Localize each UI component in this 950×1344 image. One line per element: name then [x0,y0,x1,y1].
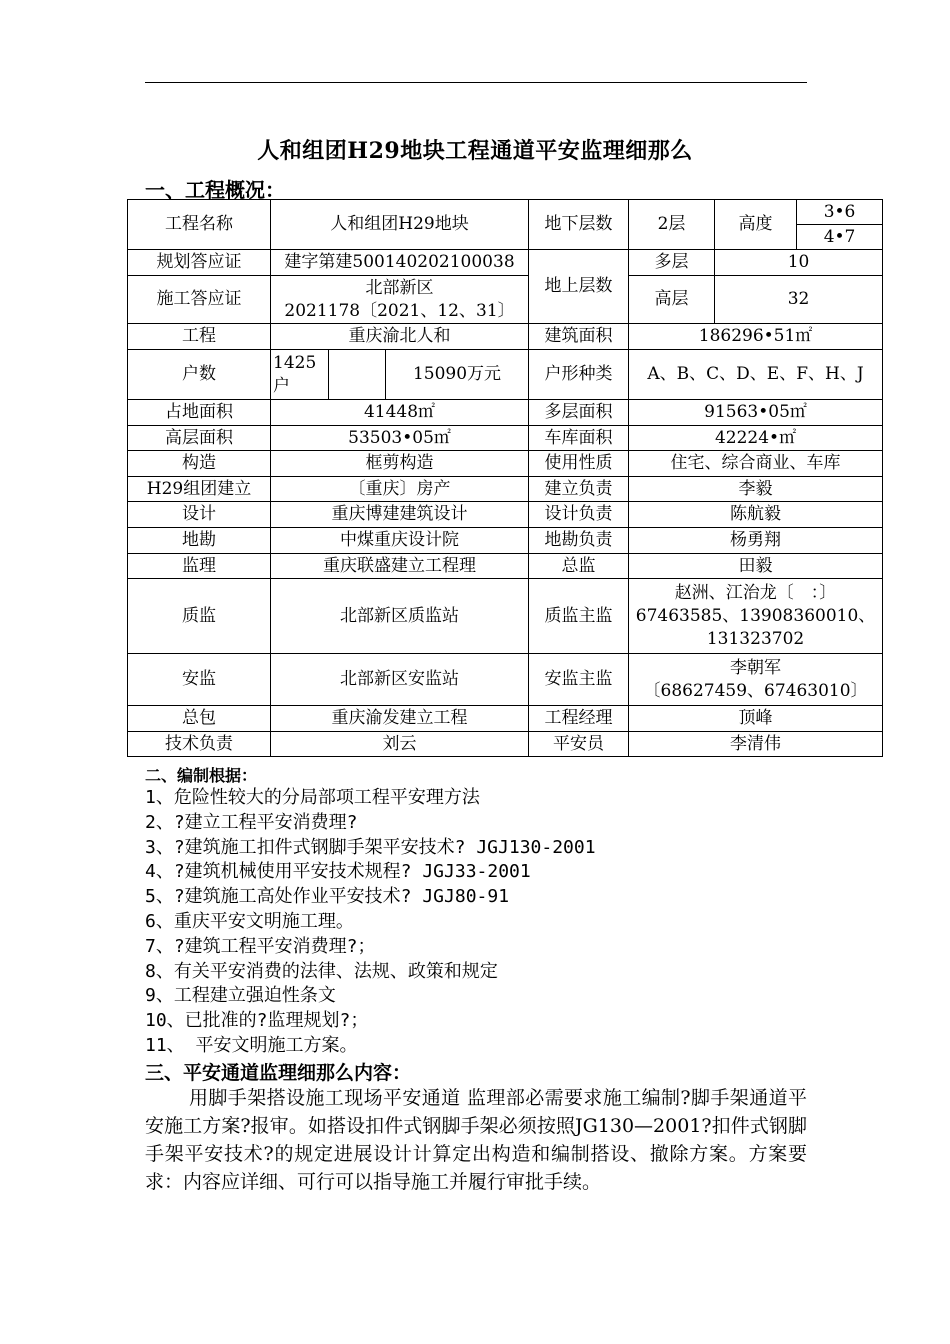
value-high-rise: 32 [715,276,883,324]
label-structure: 构造 [128,451,271,477]
list-item: 9、工程建立强迫性条文 [145,985,336,1007]
list-item: 5、?建筑施工高处作业平安技术? JGJ80-91 [145,886,510,908]
value-design-lead: 陈航毅 [629,502,883,528]
label-safety-lead: 安监主监 [529,654,629,706]
label-safety-officer: 平安员 [529,732,629,757]
list-item: 10、已批准的?监理规划?； [145,1010,369,1032]
label-high-rise: 高层 [629,276,715,324]
list-item: 11、 平安文明施工方案。 [145,1034,358,1056]
list-item: 7、?建筑工程平安消费理?； [145,935,376,957]
value-project-location: 重庆渝北人和 [271,324,529,350]
table-row [128,706,883,732]
table-row [128,554,883,579]
value-building-area: 186296•51㎡ [629,324,883,350]
label-project-name: 工程名称 [128,200,271,250]
value-general-contractor: 重庆渝发建立工程 [271,706,529,732]
value-usage: 住宅、综合商业、车库 [629,451,883,477]
value-chief-supervisor: 田毅 [629,554,883,579]
table-row [128,502,883,528]
list-item: 8、有关平安消费的法律、法规、政策和规定 [145,960,498,982]
label-project: 工程 [128,324,271,350]
value-design: 重庆博建建筑设计 [271,502,529,528]
document-title: 人和组团H29地块工程通道平安监理细那么 [257,138,693,164]
safety-lead-phones: 〔68627459、67463010〕 [643,680,868,701]
list-item: 2、?建立工程平安消费理? [145,811,358,833]
value-planning-permit: 建字第建500140202100038 [271,250,529,276]
value-households: 1425户 [271,350,329,400]
section-heading-content: 三、平安通道监理细那么内容： [145,1062,412,1084]
value-survey-lead: 杨勇翔 [629,528,883,554]
table-row [128,528,883,554]
table-row [128,250,883,276]
value-project-name: 人和组团H29地块 [271,200,529,250]
label-survey-lead: 地勘负责 [529,528,629,554]
label-garage-area: 车库面积 [529,426,629,451]
content-paragraph: 用脚手架搭设施工现场平安通道 监理部必需要求施工编制?脚手架通道平安施工方案?报审。如搭设扣件式钢脚手架必须按照JG130—2001?扣件式钢脚手架平安技术?的规定进展设计计算定出构造和编制搭设、撤除方案。方案要求：内容应详细、可行可以指导施工并履行审批手续。 [145,1087,807,1193]
table-row [128,732,883,757]
label-developer: H29组团建立 [128,477,271,502]
value-safety-supervision: 北部新区安监站 [271,654,529,706]
label-households: 户数 [128,350,271,400]
label-multi-storey: 多层 [629,250,715,276]
list-item: 6、重庆平安文明施工理。 [145,910,354,932]
table-row [128,350,883,400]
value-underground-floors: 2层 [629,200,715,250]
safety-lead-name: 李朝军 [730,657,782,678]
value-structure: 框剪构造 [271,451,529,477]
quality-lead-phones: 67463585、13908360010、 [635,605,876,626]
table-row [128,426,883,451]
table-row [128,200,883,225]
value-construction-permit [271,276,529,324]
label-planning-permit: 规划答应证 [128,250,271,276]
table-row [128,324,883,350]
table-row [128,654,883,706]
label-building-area: 建筑面积 [529,324,629,350]
value-supervision: 重庆联盛建立工程理 [271,554,529,579]
table-row [128,400,883,426]
value-high-rise-area: 53503•05㎡ [271,426,529,451]
label-quality-lead: 质监主监 [529,579,629,654]
value-land-area: 41448㎡ [271,400,529,426]
value-technical-lead: 刘云 [271,732,529,757]
table-row [128,579,883,654]
table-row [128,451,883,477]
label-design-lead: 设计负责 [529,502,629,528]
value-developer-lead: 李毅 [629,477,883,502]
label-unit-types: 户形种类 [529,350,629,400]
table-row [128,276,883,324]
value-quality-supervision: 北部新区质监站 [271,579,529,654]
label-multi-storey-area: 多层面积 [529,400,629,426]
label-construction-permit: 施工答应证 [128,276,271,324]
label-design: 设计 [128,502,271,528]
value-height-1: 3•6 [797,200,883,225]
label-underground-floors: 地下层数 [529,200,629,250]
value-safety-officer: 李清伟 [629,732,883,757]
label-general-contractor: 总包 [128,706,271,732]
label-land-area: 占地面积 [128,400,271,426]
section-heading-overview: 一、工程概况： [145,178,285,202]
value-garage-area: 42224•㎡ [629,426,883,451]
section-heading-basis: 二、编制根据： [145,766,258,785]
basis-list [145,786,596,1059]
list-item: 1、危险性较大的分局部项工程平安理方法 [145,787,480,808]
value-households-blank [329,350,386,400]
quality-lead-phones-2: 131323702 [706,628,805,649]
value-survey: 中煤重庆设计院 [271,528,529,554]
label-technical-lead: 技术负责 [128,732,271,757]
label-usage: 使用性质 [529,451,629,477]
label-safety-supervision: 安监 [128,654,271,706]
value-unit-types: A、B、C、D、E、F、H、J [629,350,883,400]
label-chief-supervisor: 总监 [529,554,629,579]
value-quality-lead [629,579,883,654]
label-project-manager: 工程经理 [529,706,629,732]
list-item: 4、?建筑机械使用平安技术规程? JGJ33-2001 [145,861,531,883]
label-above-ground-floors: 地上层数 [529,250,629,324]
label-height: 高度 [715,200,797,250]
construction-permit-number: 2021178〔2021、12、31〕 [284,300,515,321]
label-survey: 地勘 [128,528,271,554]
value-safety-lead [629,654,883,706]
value-investment: 15090万元 [386,350,529,400]
list-item: 3、?建筑施工扣件式钢脚手架平安技术? JGJ130-2001 [145,836,596,858]
label-high-rise-area: 高层面积 [128,426,271,451]
construction-permit-district: 北部新区 [365,277,434,298]
quality-lead-names: 赵洲、江治龙〔 ：〕 [674,582,837,603]
table-row [128,477,883,502]
value-multi-storey-area: 91563•05㎡ [629,400,883,426]
value-developer: 〔重庆〕房产 [271,477,529,502]
label-supervision: 监理 [128,554,271,579]
value-project-manager: 顶峰 [629,706,883,732]
project-overview-table [127,199,883,757]
value-height-2: 4•7 [797,225,883,250]
header-rule [145,82,807,83]
label-developer-lead: 建立负责 [529,477,629,502]
label-quality-supervision: 质监 [128,579,271,654]
value-multi-storey: 10 [715,250,883,276]
